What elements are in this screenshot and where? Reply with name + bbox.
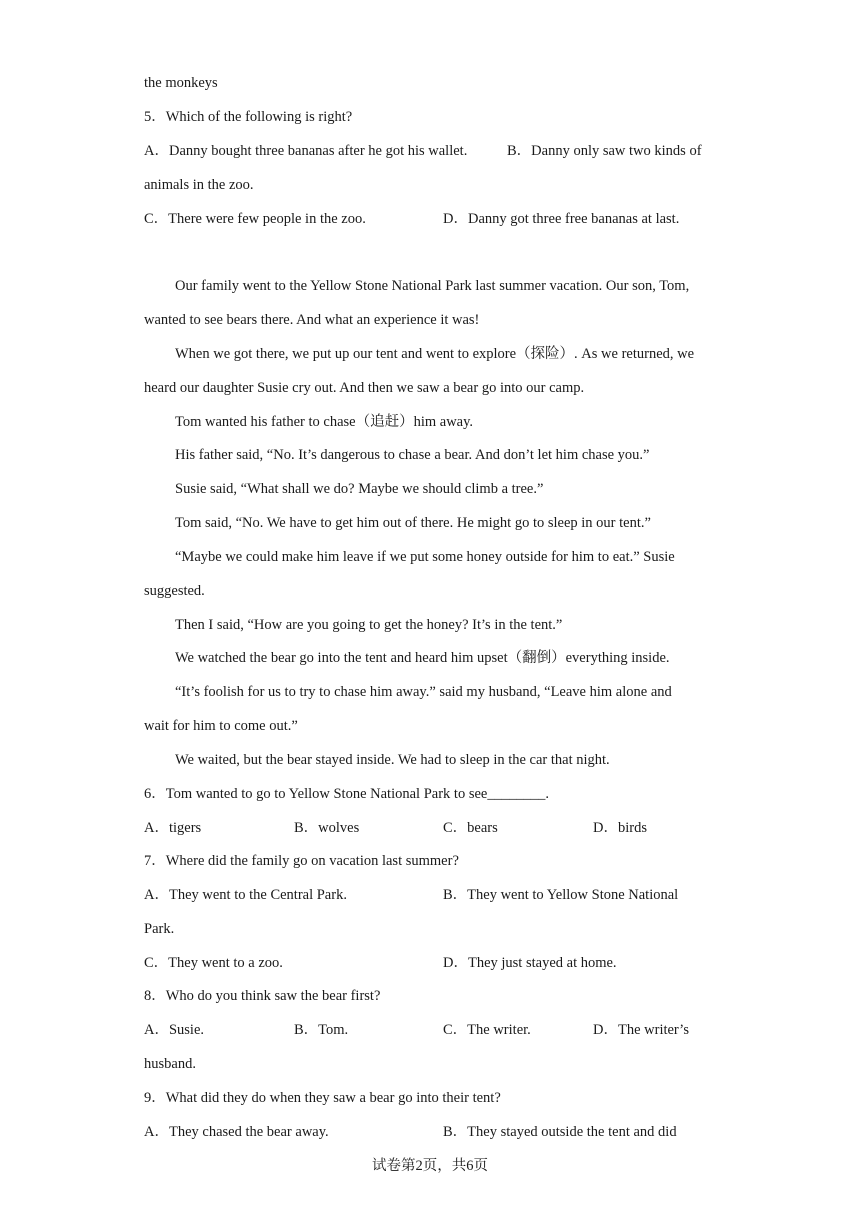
q5-option-b-continued: animals in the zoo. <box>144 177 254 193</box>
q6-option-b: B．wolves <box>294 820 360 836</box>
passage-line: wait for him to come out.” <box>144 718 298 734</box>
passage-line: Tom said, “No. We have to get him out of there. He might go to sleep in our tent.” <box>175 515 651 531</box>
q9-option-a: A．They chased the bear away. <box>144 1124 329 1140</box>
passage-line: Tom wanted his father to chase（追赶）him away. <box>175 414 474 430</box>
q8-option-d-continued: husband. <box>144 1056 196 1072</box>
q8-option-a: A．Susie. <box>144 1022 205 1038</box>
q5-option-b: B．Danny only saw two kinds of <box>507 143 702 159</box>
passage-line: When we got there, we put up our tent and went to explore（探险）. As we returned, we <box>175 346 695 362</box>
passage-line: We waited, but the bear stayed inside. We had to sleep in the car that night. <box>175 752 610 768</box>
q7-option-d: D．They just stayed at home. <box>443 955 617 971</box>
q6-option-d: D．birds <box>593 820 647 836</box>
passage-line: We watched the bear go into the tent and heard him upset（翻倒）everything inside. <box>175 650 670 666</box>
q5-stem: 5．Which of the following is right? <box>144 109 353 125</box>
q7-stem: 7．Where did the family go on vacation last summer? <box>144 853 459 869</box>
passage-line: Susie said, “What shall we do? Maybe we should climb a tree.” <box>175 481 544 497</box>
q7-option-c: C．They went to a zoo. <box>144 955 283 971</box>
page-footer: 试卷第2页，共6页 <box>372 1158 488 1174</box>
q5-option-d: D．Danny got three free bananas at last. <box>443 211 680 227</box>
q8-option-b: B．Tom. <box>294 1022 349 1038</box>
passage-line: heard our daughter Susie cry out. And then we saw a bear go into our camp. <box>144 380 585 396</box>
passage-line: Our family went to the Yellow Stone National Park last summer vacation. Our son, Tom, <box>175 278 690 294</box>
q5-options-cd <box>144 202 720 236</box>
passage-line: wanted to see bears there. And what an experience it was! <box>144 312 480 328</box>
q7-option-b-continued: Park. <box>144 921 175 937</box>
q8-options <box>144 1013 720 1047</box>
q9-options-ab <box>144 1115 720 1149</box>
q9-option-b: B．They stayed outside the tent and did <box>443 1124 677 1140</box>
q5-option-a: A．Danny bought three bananas after he got his wallet. <box>144 143 468 159</box>
passage-line: “It’s foolish for us to try to chase him away.” said my husband, “Leave him alone and <box>175 684 672 700</box>
q6-option-c: C．bears <box>443 820 498 836</box>
q9-stem: 9．What did they do when they saw a bear go into their tent? <box>144 1090 501 1106</box>
q8-stem: 8．Who do you think saw the bear first? <box>144 988 381 1004</box>
q7-option-a: A．They went to the Central Park. <box>144 887 347 903</box>
passage-line: “Maybe we could make him leave if we put some honey outside for him to eat.” Susie <box>175 549 675 565</box>
q6-option-a: A．tigers <box>144 820 202 836</box>
q5-options-ab <box>144 134 720 168</box>
q7-options-cd <box>144 946 720 980</box>
q7-options-ab <box>144 878 720 912</box>
q8-option-d: D．The writer’s <box>593 1022 689 1038</box>
passage-line: His father said, “No. It’s dangerous to chase a bear. And don’t let him chase you.” <box>175 447 650 463</box>
q6-stem: 6．Tom wanted to go to Yellow Stone National Park to see________. <box>144 786 549 802</box>
passage-line: suggested. <box>144 583 205 599</box>
q7-option-b: B．They went to Yellow Stone National <box>443 887 679 903</box>
passage-line: Then I said, “How are you going to get the honey? It’s in the tent.” <box>175 617 563 633</box>
top-fragment: the monkeys <box>144 75 218 91</box>
q8-option-c: C．The writer. <box>443 1022 531 1038</box>
q6-options <box>144 811 720 845</box>
q5-option-c: C．There were few people in the zoo. <box>144 211 366 227</box>
